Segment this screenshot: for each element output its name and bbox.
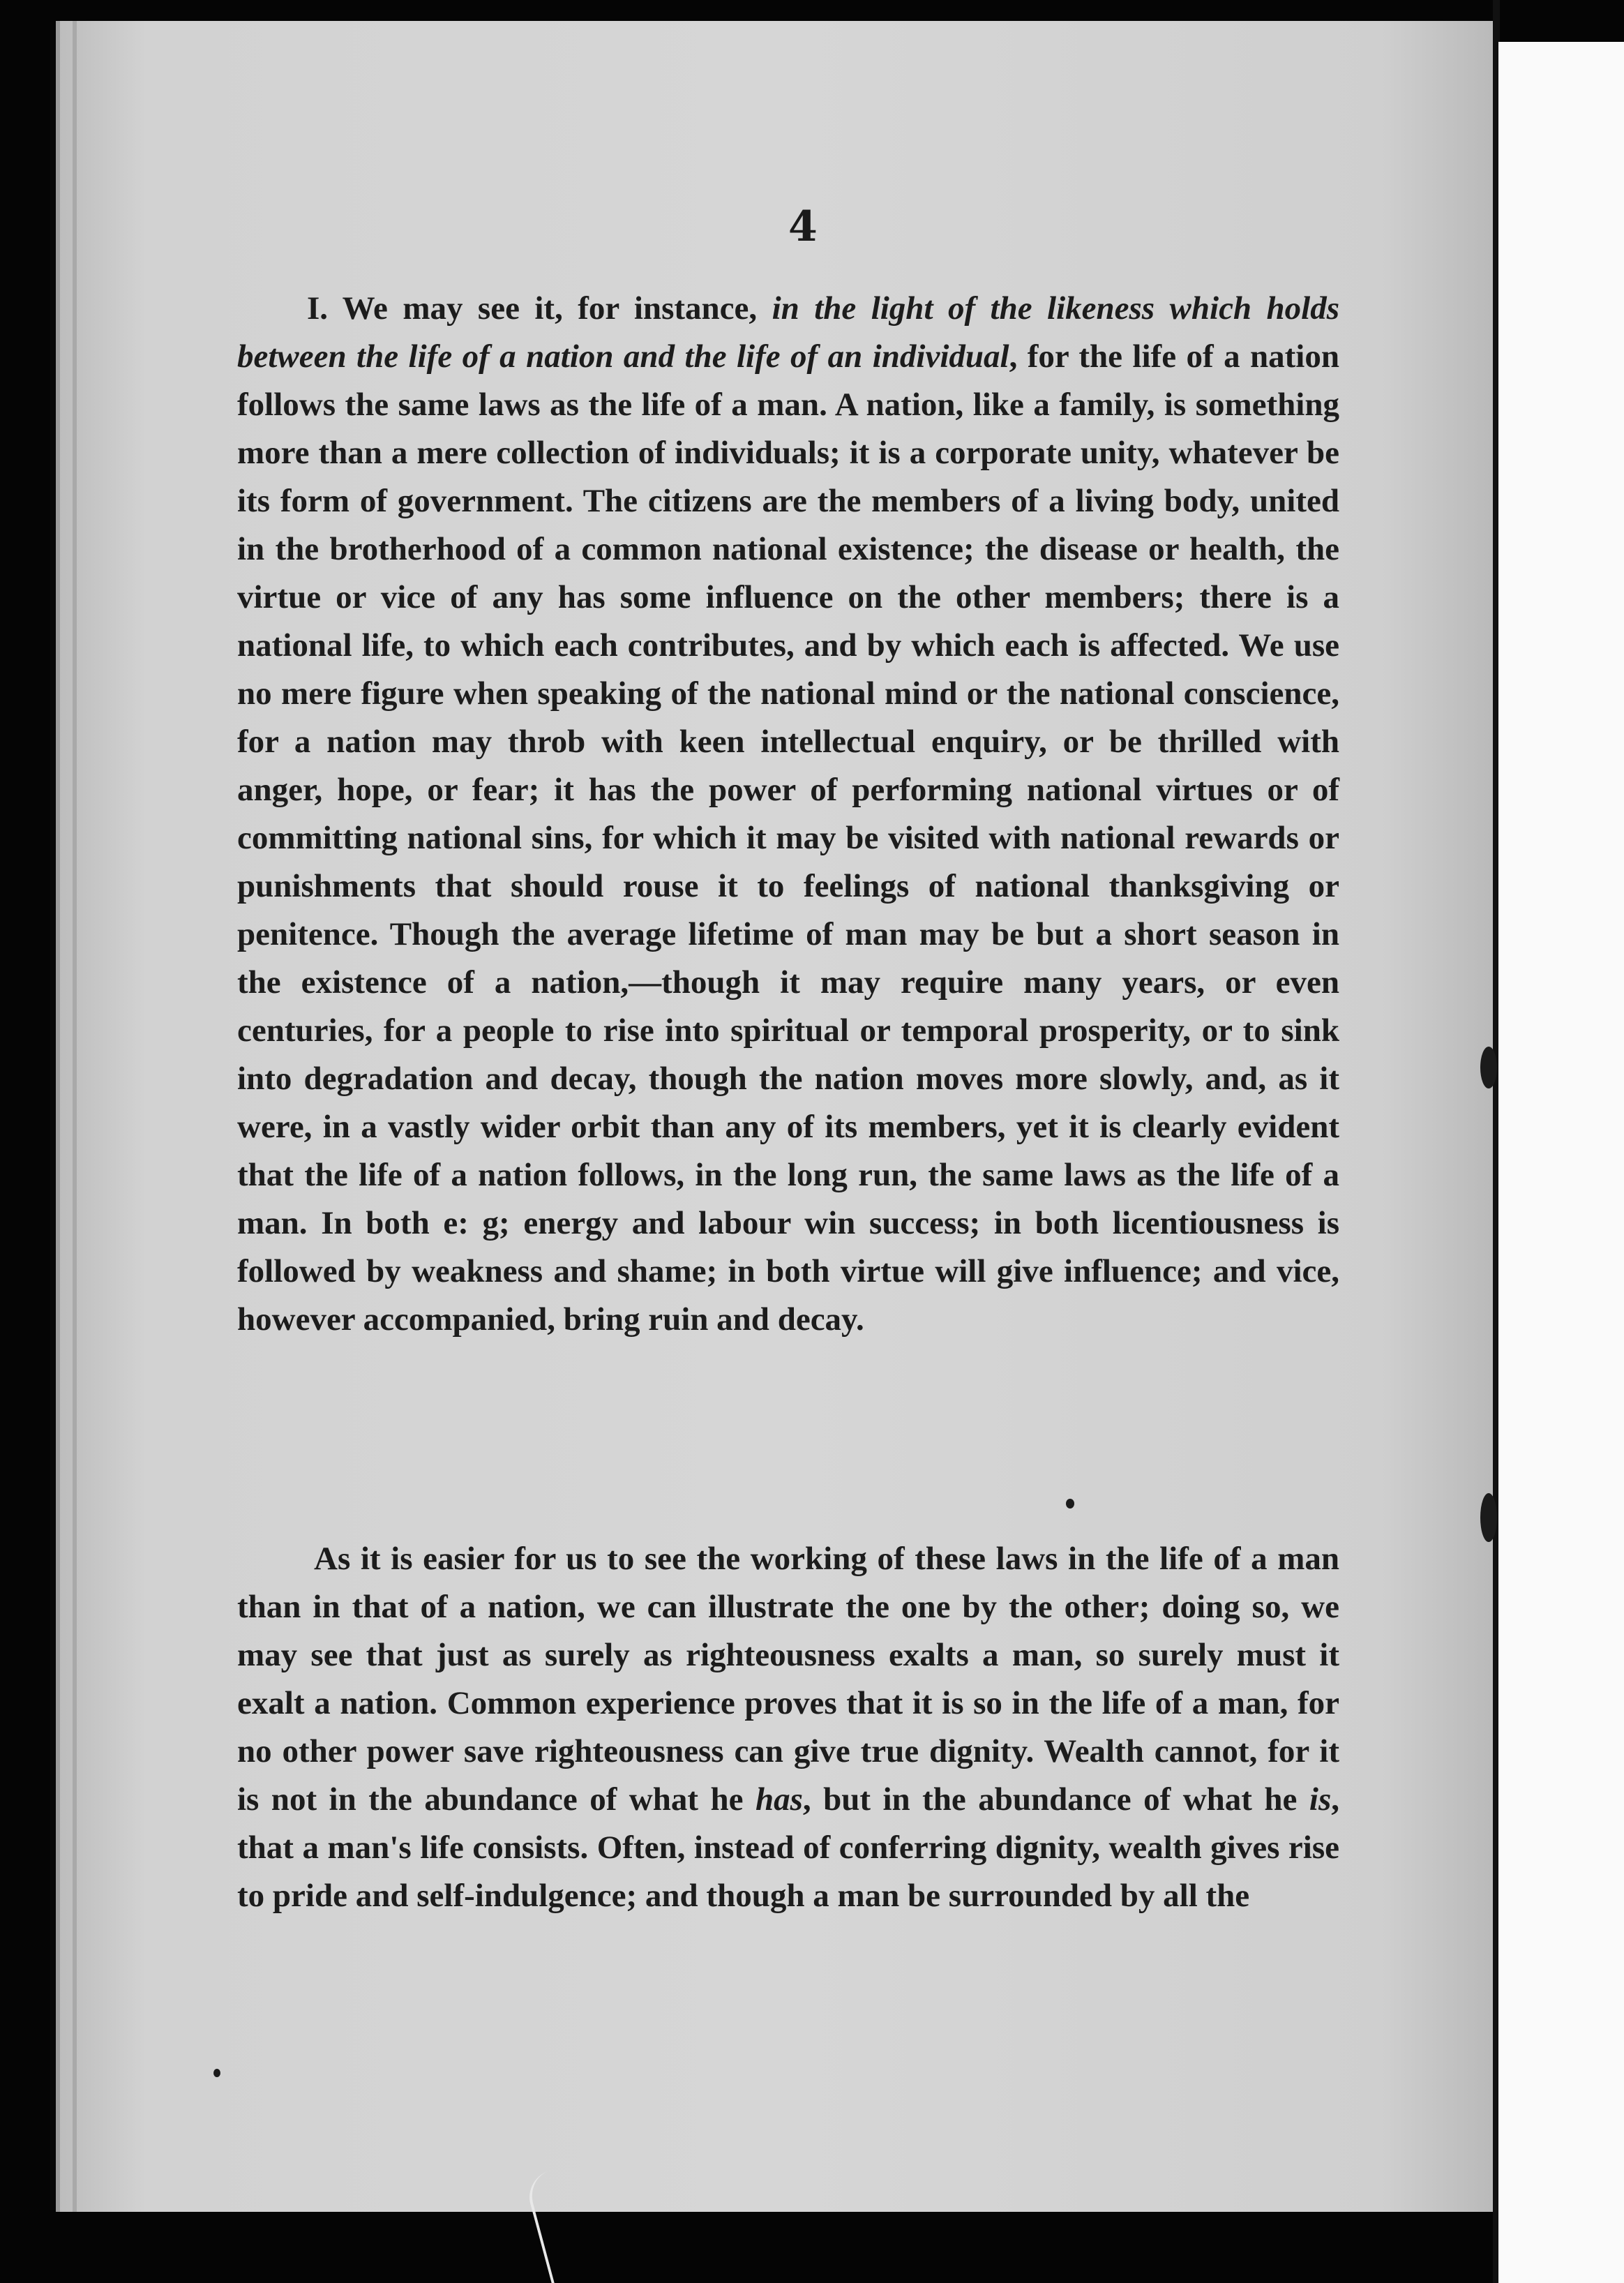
paragraph-two [237,1535,1339,1920]
paragraph-one-body: , for the life of a nation follows the same laws as the life of a man. A nation, like a family, is something more than a mere collection of individuals; it is a corporate unity, whatever be its form of government. The citizens are the members of a living body, united in the brotherhood of a common national existence; the disease or health, the virtue or vice of any has some influence on the other members; there is a national life, to which each contributes, and by which each is affected. We use no mere figure when speaking of the national mind or the national conscience, for a nation may throb with keen intellectual enquiry, or be thrilled with anger, hope, or fear; it has the power of performing national virtues or of committing national sins, for which it may be visited with national rewards or punishments that should rouse it to feelings of national thanksgiving or penitence. Though the average lifetime of man may be but a short season in the existence of a nation,—though it may require many years, or even centuries, for a people to rise into spiritual or temporal prosperity, or to sink into degradation and decay, though the nation moves more slowly, and, as it were, in a vastly wider orbit than any of its members, yet it is clearly evident that the life of a nation follows, in the long run, the same laws as the life of a man. In both e: g; energy and labour win success; in both licentiousness is followed by weakness and shame; in both virtue will give influence; and vice, however accompanied, bring ruin and decay. [237,338,1339,1338]
paragraph-two-part-3: , that a man's life consists. Often, instead of conferring dignity, wealth gives rise to pride and self-indulgence; and though a man be surrounded by all the [237,1781,1339,1914]
paragraph-two-part-2: , but in the abundance of what he [802,1781,1309,1818]
paragraph-one-lead: We may see it, for instance, [328,290,772,327]
binding-mark [1480,1047,1497,1088]
binding-mark [1480,1493,1497,1542]
paragraph-two-part-1: As it is easier for us to see the working of these laws in the life of a man than in that of a nation, we can illustrate the one by the other; doing so, we may see that just as surely as righteousness exalts a man, so surely must it exalt a nation. Common experience proves that it is so in the life of a man, for no other power save righteousness can give true dignity. Wealth cannot, for it is not in the abundance of what he [237,1541,1339,1818]
adjacent-blank-leaf [1498,42,1624,2283]
page-number: 4 [788,202,818,251]
ink-speck [1066,1499,1074,1509]
paragraph-one [237,285,1339,1344]
paragraph-one-emphasis: in the light of the likeness which holds between the life of a nation and the life of an individual [237,290,1339,375]
paragraph-two-emphasis-is: is [1309,1781,1332,1818]
page-edge-shadow [73,21,77,2212]
paragraph-two-emphasis-has: has [755,1781,803,1818]
section-numeral: I. [307,290,329,327]
ink-speck [213,2069,220,2077]
